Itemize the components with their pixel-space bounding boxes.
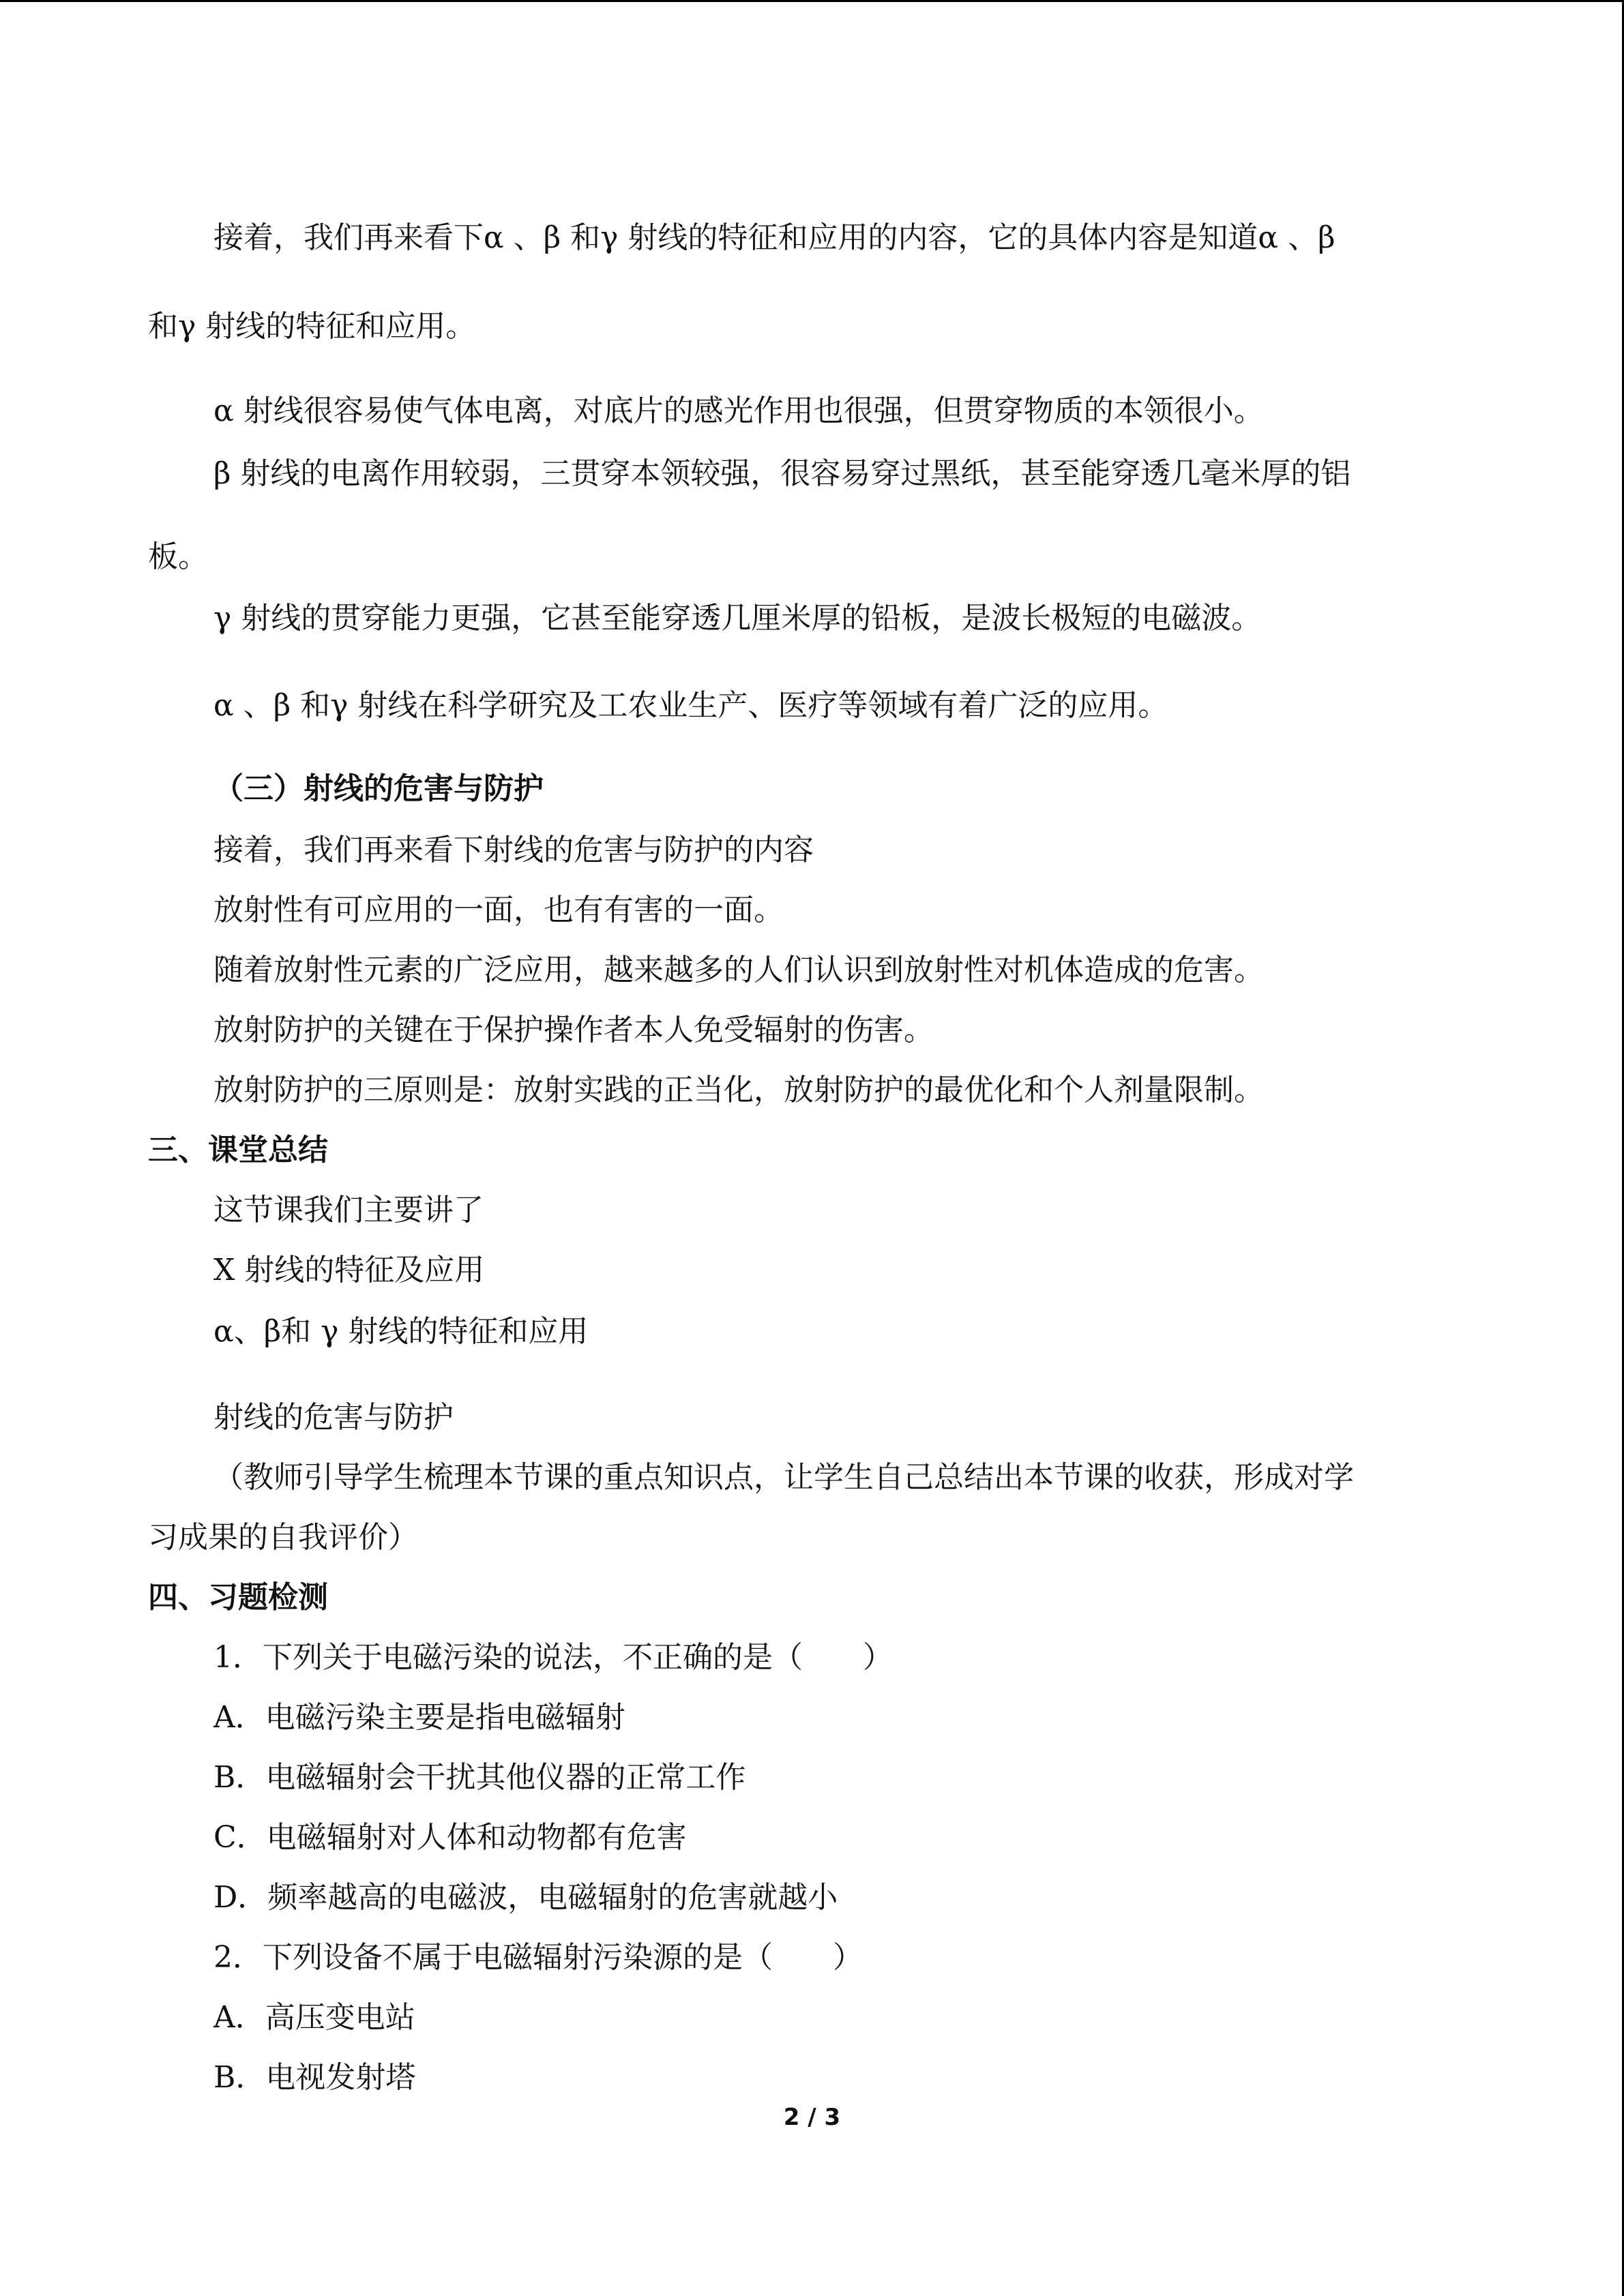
question-1-option-c: C．电磁辐射对人体和动物都有危害 xyxy=(213,1820,687,1855)
summary-item-hazards: 射线的危害与防护 xyxy=(213,1400,454,1435)
question-2-option-a: A．高压变电站 xyxy=(213,2000,415,2035)
summary-teacher-note: （教师引导学生梳理本节课的重点知识点，让学生自己总结出本节课的收获，形成对学 xyxy=(213,1460,1354,1495)
hazards-line-1: 接着，我们再来看下射线的危害与防护的内容 xyxy=(213,833,814,867)
question-1-option-b: B．电磁辐射会干扰其他仪器的正常工作 xyxy=(213,1760,746,1795)
paragraph-alpha-ray: α 射线很容易使气体电离，对底片的感光作用也很强，但贯穿物质的本领很小。 xyxy=(213,393,1264,428)
hazards-line-4: 放射防护的关键在于保护操作者本人免受辐射的伤害。 xyxy=(213,1013,934,1047)
paragraph-alpha-beta-gamma-intro: 接着，我们再来看下α 、β 和γ 射线的特征和应用的内容，它的具体内容是知道α 、β xyxy=(213,220,1335,255)
question-1-option-d: D．频率越高的电磁波，电磁辐射的危害就越小 xyxy=(213,1880,838,1915)
paragraph-ray-applications: α 、β 和γ 射线在科学研究及工农业生产、医疗等领域有着广泛的应用。 xyxy=(213,688,1168,723)
paragraph-beta-ray-cont: 板。 xyxy=(148,539,208,574)
hazards-line-2: 放射性有可应用的一面，也有有害的一面。 xyxy=(213,893,784,927)
question-2: 2．下列设备不属于电磁辐射污染源的是（ ） xyxy=(213,1940,863,1975)
question-1-option-a: A．电磁污染主要是指电磁辐射 xyxy=(213,1700,625,1735)
section-heading-exercises: 四、习题检测 xyxy=(148,1580,328,1615)
section-heading-summary: 三、课堂总结 xyxy=(148,1133,328,1167)
paragraph-alpha-beta-gamma-intro-cont: 和γ 射线的特征和应用。 xyxy=(148,309,476,344)
paragraph-beta-ray: β 射线的电离作用较弱，三贯穿本领较强，很容易穿过黑纸，甚至能穿透几毫米厚的铝 xyxy=(213,456,1351,491)
question-1: 1．下列关于电磁污染的说法，不正确的是（ ） xyxy=(213,1640,893,1675)
question-2-option-b: B．电视发射塔 xyxy=(213,2060,416,2095)
subsection-heading-hazards: （三）射线的危害与防护 xyxy=(213,771,544,806)
hazards-line-3: 随着放射性元素的广泛应用，越来越多的人们认识到放射性对机体造成的危害。 xyxy=(213,953,1264,987)
summary-item-alpha-beta-gamma: α、β和 γ 射线的特征和应用 xyxy=(213,1314,589,1349)
summary-item-xray: X 射线的特征及应用 xyxy=(213,1253,485,1287)
summary-teacher-note-cont: 习成果的自我评价） xyxy=(148,1520,418,1555)
page-number: 2 / 3 xyxy=(783,2104,841,2131)
paragraph-gamma-ray: γ 射线的贯穿能力更强，它甚至能穿透几厘米厚的铅板，是波长极短的电磁波。 xyxy=(213,601,1262,636)
hazards-line-5: 放射防护的三原则是：放射实践的正当化，放射防护的最优化和个人剂量限制。 xyxy=(213,1073,1264,1107)
summary-intro: 这节课我们主要讲了 xyxy=(213,1193,484,1227)
